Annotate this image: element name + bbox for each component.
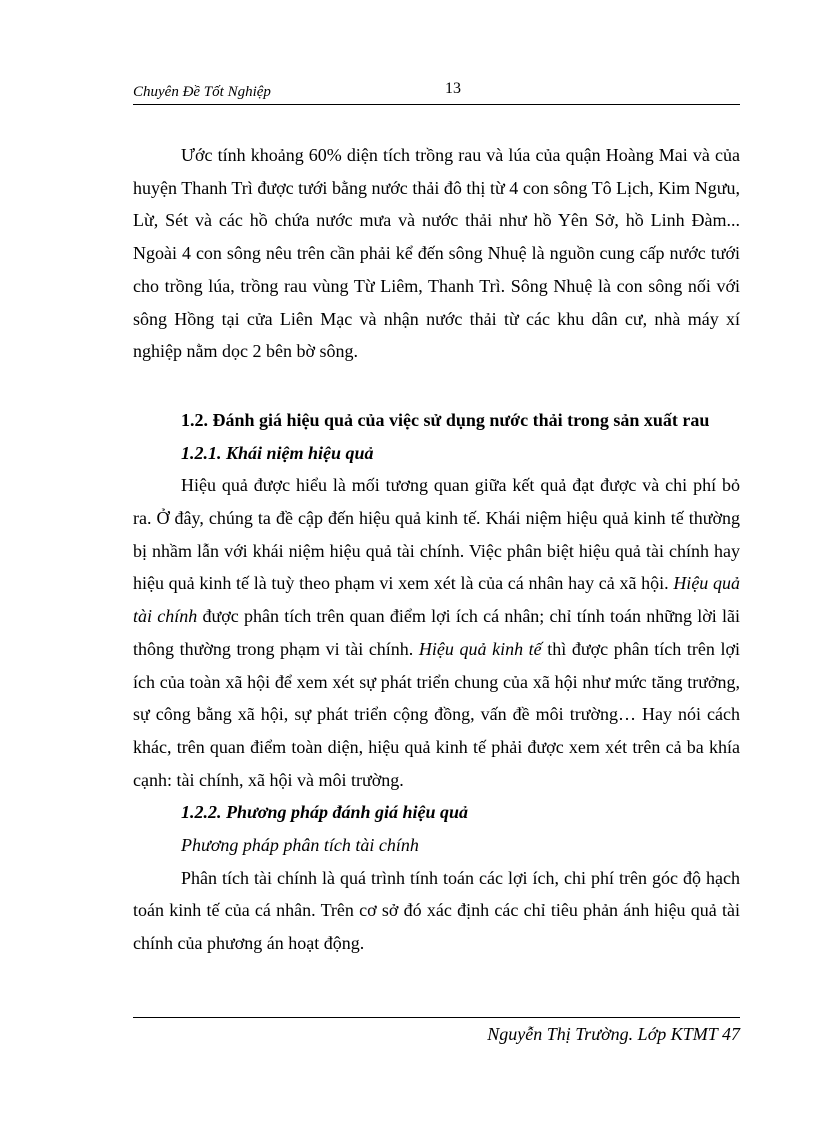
footer-author: Nguyễn Thị Trường. Lớp KTMT 47 bbox=[487, 1024, 740, 1044]
paragraph-text: Hiệu quả được hiểu là mối tương quan giữa kết quả đạt được và chi phí bỏ ra. Ở đây, chúng ta đề cập đến hiệu quả kinh tế. Khái niệm hiệu quả kinh tế thường bị nhầm lẫn với khái niệm hiệu quả tài chính. Việc phân biệt hiệu quả tài chính hay hiệu quả kinh tế là tuỳ theo phạm vi xem xét là của cá nhân hay cả xã hội. bbox=[133, 475, 740, 594]
page-number: 13 bbox=[445, 80, 461, 97]
paragraph-efficiency-concept bbox=[133, 469, 740, 796]
paragraph-financial-analysis: Phân tích tài chính là quá trình tính toán các lợi ích, chi phí trên góc độ hạch toán kinh tế của cá nhân. Trên cơ sở đó xác định các chỉ tiêu phản ánh hiệu quả tài chính của phương án hoạt động. bbox=[133, 867, 740, 954]
paragraph-text: thì được phân tích trên lợi ích của toàn xã hội để xem xét sự phát triển chung của xã hội như mức tăng trưởng, sự công bằng xã hội, sự phát triển cộng đồng, vấn đề môi trường… Hay nói cách khác, trên quan điểm toàn diện, hiệu quả kinh tế phải được xem xét trên cả ba khía cạnh: tài chính, xã hội và môi trường. bbox=[133, 638, 740, 790]
header-title: Chuyên Đề Tốt Nghiệp bbox=[133, 84, 271, 100]
spacer bbox=[133, 368, 740, 404]
section-heading-1-2-1: 1.2.1. Khái niệm hiệu quả bbox=[181, 442, 374, 463]
term-economic-efficiency: Hiệu quả kinh tế bbox=[418, 638, 542, 659]
page-footer bbox=[133, 1017, 740, 1044]
method-title: Phương pháp phân tích tài chính bbox=[181, 835, 419, 856]
section-heading-1-2-2: 1.2.2. Phương pháp đánh giá hiệu quả bbox=[181, 802, 469, 823]
page-content bbox=[133, 139, 740, 960]
paragraph-irrigation: Ước tính khoảng 60% diện tích trồng rau và lúa của quận Hoàng Mai và của huyện Thanh Trì được tưới bằng nước thải đô thị từ 4 con sông Tô Lịch, Kim Ngưu, Lừ, Sét và các hồ chứa nước mưa và nước thải như hồ Yên Sở, hồ Linh Đàm... Ngoài 4 con sông nêu trên cần phải kể đến sông Nhuệ là nguồn cung cấp nước tưới cho trồng lúa, trồng rau vùng Từ Liêm, Thanh Trì. Sông Nhuệ là con sông nối với sông Hồng tại cửa Liên Mạc và nhận nước thải từ các khu dân cư, nhà máy xí nghiệp nằm dọc 2 bên bờ sông. bbox=[133, 145, 740, 362]
section-heading-1-2: 1.2. Đánh giá hiệu quả của việc sử dụng nước thải trong sản xuất rau bbox=[181, 409, 710, 430]
page-header bbox=[133, 80, 740, 105]
paragraph-text: được phân tích trên quan điểm lợi ích cá nhân; chỉ tính toán những lời lãi thông thường trong phạm vi tài chính. bbox=[133, 606, 740, 659]
term-financial-efficiency: Hiệu quả tài chính bbox=[133, 573, 740, 627]
